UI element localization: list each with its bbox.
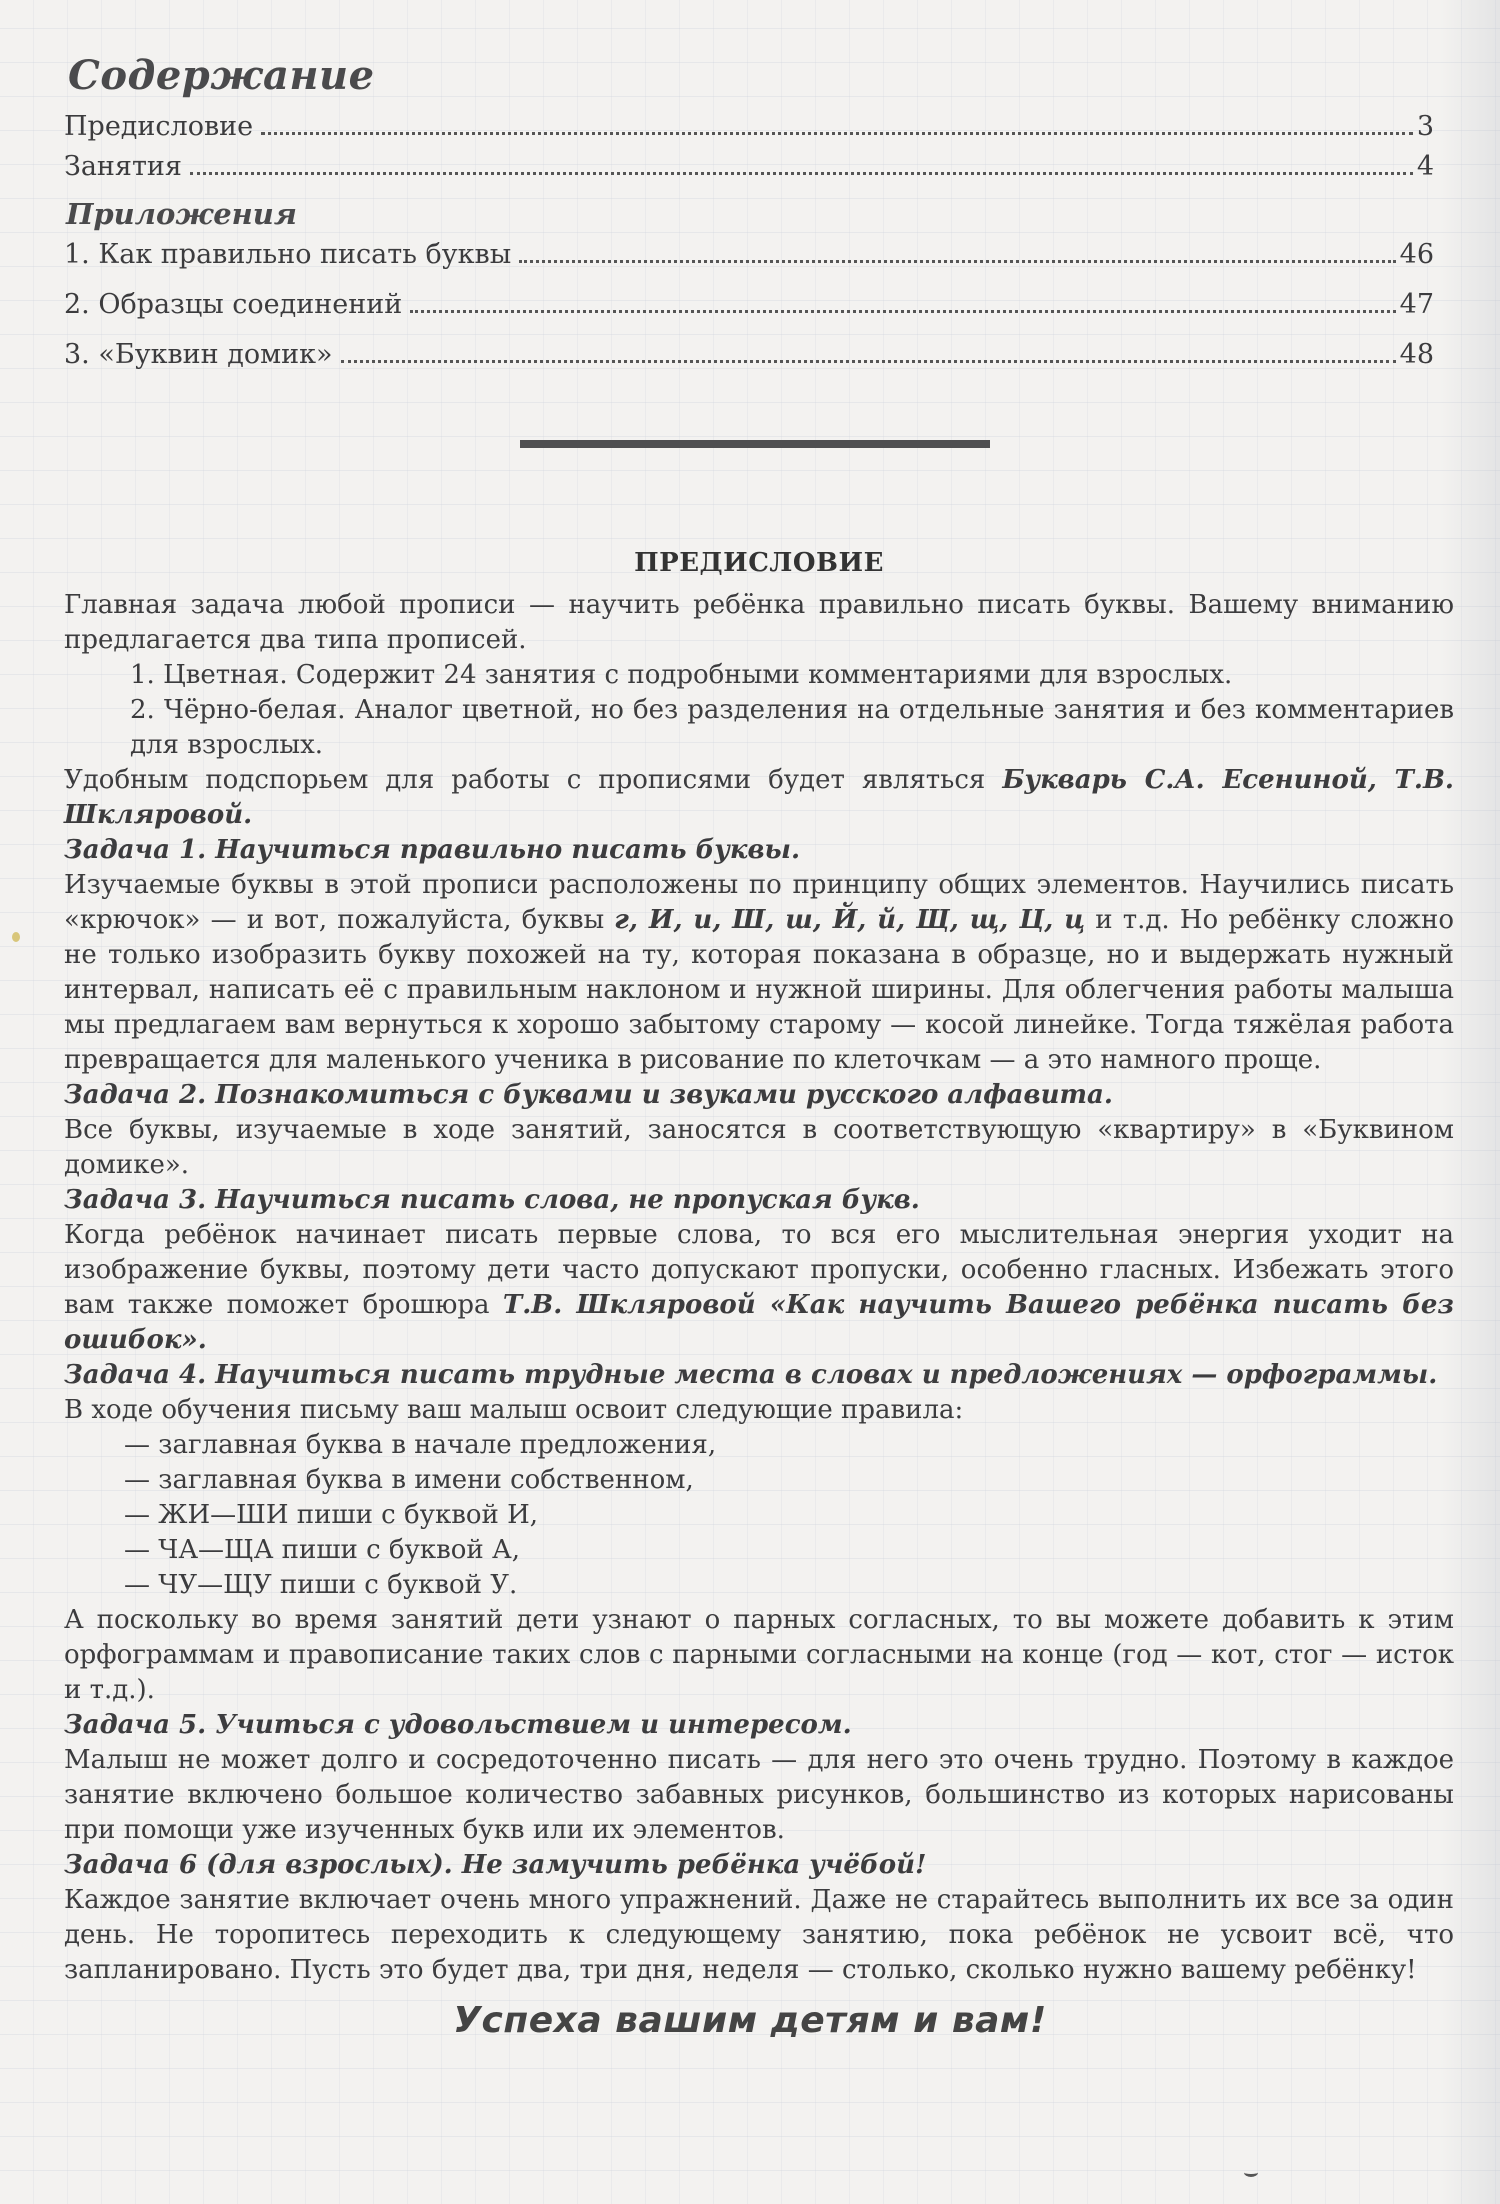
task-2-text: Все буквы, изучаемые в ходе занятий, заносятся в соответствующую «квартиру» в «Буквином домике».: [64, 1115, 1454, 1180]
table-of-contents: [64, 52, 1454, 387]
page-mark: [1244, 2168, 1258, 2177]
task-1-text-b: и т.д. Но ребёнку сложно не только изобразить букву похожей на ту, которая показана в образце, но и выдержать нужный интервал, написать её с правильным наклоном и нужной ширины. Для облегчения работы малыша мы предлагаем вам вернуться к хорошо забытому старому — косой линейке. Тогда тяжёлая работа превращается для маленького ученика в рисование по клеточкам — а это намного проще.: [64, 905, 1454, 1075]
task-4-text: В ходе обучения письму ваш малыш освоит следующие правила:: [64, 1395, 964, 1425]
toc-row-label: Предисловие: [64, 111, 254, 142]
task-3-title: Задача 3. Научиться писать слова, не пропуская букв.: [64, 1185, 920, 1215]
toc-row-label: 2. Образцы соединений: [64, 289, 403, 320]
toc-row-page: 47: [1399, 289, 1434, 320]
toc-row-label: 1. Как правильно писать буквы: [64, 239, 512, 270]
toc-row-page: 46: [1399, 239, 1434, 270]
task-4-after: А поскольку во время занятий дети узнают о парных согласных, то вы можете добавить к этим орфограммам и правописание таких слов с парными согласными на конце (год — кот, стог — исток и т.д.).: [64, 1605, 1454, 1705]
task-1-letters: г, И, и, Ш, ш, Й, й, Щ, щ, Ц, ц: [614, 905, 1086, 935]
support-text: Удобным подспорьем для работы с прописями будет являться: [64, 765, 1003, 795]
toc-leader-dots: [519, 238, 1395, 263]
toc-appendix-title: Приложения: [66, 197, 297, 231]
toc-row-appendix-3[interactable]: [64, 337, 1434, 373]
toc-leader-dots: [190, 150, 1413, 175]
preface-heading: ПРЕДИСЛОВИЕ: [634, 548, 884, 578]
toc-row-lessons[interactable]: [64, 149, 1434, 185]
toc-leader-dots: [341, 338, 1396, 363]
task-5-text: Малыш не может долго и сосредоточенно писать — для него это очень трудно. Поэтому в каждое занятие включено большое количество забавных рисунков, большинство из которых нарисованы при помощи уже изученных букв или их элементов.: [64, 1745, 1454, 1845]
task-5-title: Задача 5. Учиться с удовольствием и интересом.: [64, 1710, 852, 1740]
task-3-text: [64, 1218, 1454, 1358]
task-3-book: Т.В. Шкляровой «Как научить Вашего ребёнка писать без ошибок».: [64, 1290, 1454, 1355]
preface-support: [64, 763, 1454, 833]
task-6-title: Задача 6 (для взрослых). Не замучить ребёнка учёбой!: [64, 1850, 927, 1880]
preface-section: [64, 548, 1454, 1988]
closing-wish: Успеха вашим детям и вам!: [453, 2000, 1047, 2041]
task-1-text-a: Изучаемые буквы в этой прописи расположены по принципу общих элементов. Научились писать «крючок» — и вот, пожалуйста, буквы: [64, 870, 1454, 935]
task-4-title: Задача 4. Научиться писать трудные места в словах и предложениях — орфограммы.: [64, 1360, 1438, 1390]
task-4-rule: — ЧУ—ЩУ пиши с буквой У.: [124, 1570, 518, 1600]
toc-leader-dots: [410, 288, 1395, 313]
toc-row-preface[interactable]: [64, 109, 1434, 145]
task-4-rule: — заглавная буква в начале предложения,: [124, 1430, 717, 1460]
task-3-text-a: Когда ребёнок начинает писать первые слова, то вся его мыслительная энергия уходит на изображение буквы, поэтому дети часто допускают пропуски, особенно гласных. Избежать этого вам также поможет брошюра: [64, 1220, 1454, 1320]
support-book: Букварь С.А. Есениной, Т.В. Шкляровой.: [64, 765, 1454, 830]
task-1-title: Задача 1. Научиться правильно писать буквы.: [64, 835, 801, 865]
preface-type-2: 2. Чёрно-белая. Аналог цветной, но без разделения на отдельные занятия и без комментариев для взрослых.: [130, 695, 1454, 760]
toc-row-appendix-1[interactable]: [64, 237, 1434, 273]
task-4-rule: — ЖИ—ШИ пиши с буквой И,: [124, 1500, 539, 1530]
toc-leader-dots: [261, 110, 1413, 135]
toc-row-page: 4: [1416, 151, 1434, 182]
section-divider: [520, 440, 990, 448]
toc-row-page: 48: [1399, 339, 1434, 370]
preface-intro: Главная задача любой прописи — научить ребёнка правильно писать буквы. Вашему вниманию предлагается два типа прописей.: [64, 590, 1454, 655]
toc-title: Содержание: [68, 52, 375, 99]
task-6-text: Каждое занятие включает очень много упражнений. Даже не старайтесь выполнить их все за один день. Не торопитесь переходить к следующему занятию, пока ребёнок не усвоит всё, что запланировано. Пусть это будет два, три дня, неделя — столько, сколько нужно вашему ребёнку!: [64, 1885, 1454, 1985]
toc-row-label: Занятия: [64, 151, 182, 182]
task-2-title: Задача 2. Познакомиться с буквами и звуками русского алфавита.: [64, 1080, 1113, 1110]
toc-row-page: 3: [1416, 111, 1434, 142]
preface-type-1: 1. Цветная. Содержит 24 занятия с подробными комментариями для взрослых.: [130, 660, 1233, 690]
task-4-rule: — ЧА—ЩА пиши с буквой А,: [124, 1535, 520, 1565]
paper-mark: [12, 932, 20, 942]
task-1-text: [64, 868, 1454, 1078]
toc-row-label: 3. «Буквин домик»: [64, 339, 333, 370]
task-4-rule: — заглавная буква в имени собственном,: [124, 1465, 694, 1495]
toc-row-appendix-2[interactable]: [64, 287, 1434, 323]
